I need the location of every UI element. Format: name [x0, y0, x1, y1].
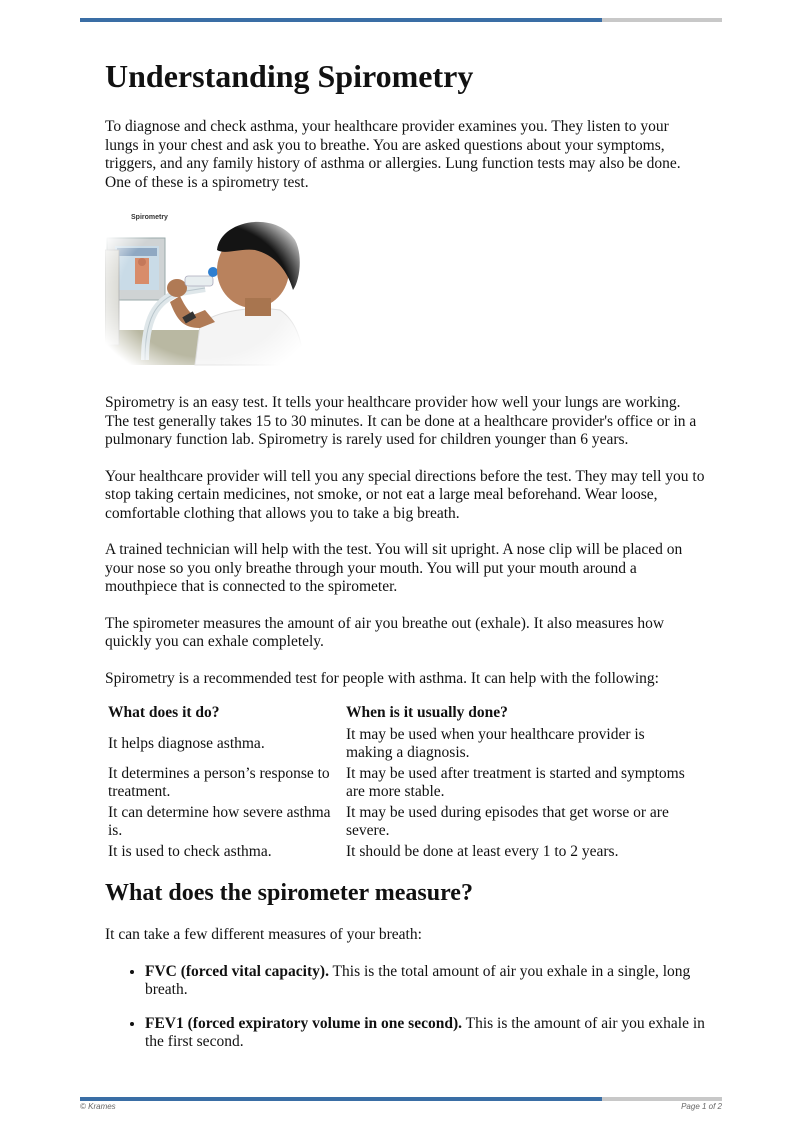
list-item: [145, 963, 705, 1000]
table-header-row: [105, 702, 690, 725]
table-cell: It is used to check asthma.: [108, 842, 272, 860]
table-cell: It should be done at least every 1 to 2 years.: [346, 842, 619, 860]
footer-rule: [80, 1097, 722, 1101]
table-cell: It can determine how severe asthma is.: [108, 803, 331, 839]
table-cell: It determines a person’s response to treatment.: [108, 764, 330, 800]
measures-list: [105, 963, 705, 1052]
paragraph-2: Your healthcare provider will tell you any special directions before the test. They may tell you to stop taking certain medicines, not smoke, or not eat a large meal beforehand. Wear loose, comfortable clothing that allows you to take a big breath.: [105, 467, 705, 522]
list-item: [145, 1015, 705, 1052]
header-rule-blue: [80, 18, 602, 22]
list-item-text: This is the total amount of air you exhale in a single, long breath.: [145, 962, 691, 998]
spirometry-uses-table: [105, 702, 690, 862]
section-intro: It can take a few different measures of your breath:: [105, 926, 422, 943]
header-rule: [80, 18, 722, 22]
table-header-cell: When is it usually done?: [346, 704, 508, 721]
spirometry-illustration: [105, 210, 305, 370]
table-cell: It may be used when your healthcare provider is making a diagnosis.: [346, 725, 645, 761]
paragraph-4: The spirometer measures the amount of air you breathe out (exhale). It also measures how quickly you can exhale completely.: [105, 614, 665, 650]
table-row: [105, 803, 690, 842]
footer-page-number: Page 1 of 2: [681, 1102, 722, 1111]
list-item-term: FVC (forced vital capacity).: [145, 962, 329, 980]
figure-caption: Spirometry: [131, 214, 168, 221]
list-item-text: This is the amount of air you exhale in the first second.: [145, 1014, 705, 1050]
table-cell: It helps diagnose asthma.: [108, 734, 265, 752]
footer-copyright: © Krames: [80, 1102, 116, 1111]
paragraph-3: A trained technician will help with the test. You will sit upright. A nose clip will be placed on your nose so you only breathe through your mouth. You will put your mouth around a mouthpiece that is connected to the spirometer.: [105, 541, 683, 595]
table-cell: It may be used after treatment is started and symptoms are more stable.: [346, 764, 685, 800]
footer-rule-grey: [602, 1097, 722, 1101]
table-header-cell: What does it do?: [108, 704, 220, 721]
paragraph-5: Spirometry is a recommended test for people with asthma. It can help with the following:: [105, 669, 659, 687]
list-item-term: FEV1 (forced expiratory volume in one second).: [145, 1014, 462, 1032]
table-row: [105, 725, 690, 764]
spirometry-image: [105, 210, 305, 370]
table-cell: It may be used during episodes that get worse or are severe.: [346, 803, 669, 839]
document-body: [105, 56, 705, 1067]
header-rule-grey: [602, 18, 722, 22]
footer-rule-blue: [80, 1097, 602, 1101]
table-row: [105, 764, 690, 803]
table-row: [105, 842, 690, 863]
paragraph-1: Spirometry is an easy test. It tells your healthcare provider how well your lungs are working. The test generally takes 15 to 30 minutes. It can be done at a healthcare provider's office or in a pulmonary function lab. Spirometry is rarely used for children younger than 6 years.: [105, 394, 697, 448]
page-title: Understanding Spirometry: [105, 58, 474, 94]
section-heading: What does the spirometer measure?: [105, 880, 473, 906]
intro-paragraph: To diagnose and check asthma, your healthcare provider examines you. They listen to your lungs in your chest and ask you to breathe. You are asked questions about your symptoms, triggers, and any family history of asthma or allergies. Lung function tests may also be done. One of these is a spirometry test.: [105, 118, 681, 191]
